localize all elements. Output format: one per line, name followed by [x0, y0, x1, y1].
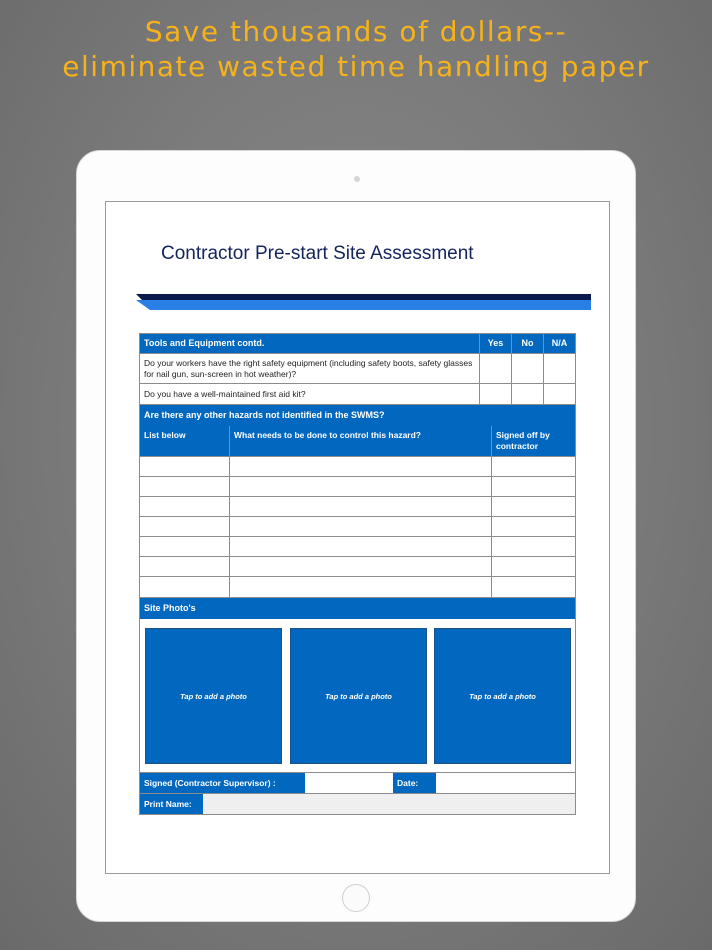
signature-row [139, 773, 576, 794]
hazard-signoff-input[interactable] [491, 517, 575, 536]
answer-na-cell[interactable] [543, 384, 575, 404]
print-name-row [139, 794, 576, 815]
hazard-control-input[interactable] [229, 497, 491, 516]
column-na: N/A [543, 334, 575, 353]
hazard-control-input[interactable] [229, 577, 491, 597]
promo-headline-line2: eliminate wasted time handling paper [62, 50, 650, 83]
hazard-signoff-input[interactable] [491, 557, 575, 576]
tablet-camera [354, 176, 360, 182]
answer-na-cell[interactable] [543, 354, 575, 383]
hazard-control-input[interactable] [229, 457, 491, 476]
answer-yes-cell[interactable] [479, 384, 511, 404]
column-no: No [511, 334, 543, 353]
tools-section-header: Tools and Equipment contd. [140, 334, 479, 353]
date-label: Date: [393, 773, 436, 793]
column-list-below: List below [140, 426, 229, 456]
hazard-row [139, 557, 576, 577]
hazard-signoff-input[interactable] [491, 537, 575, 556]
hazard-control-input[interactable] [229, 517, 491, 536]
hazard-list-input[interactable] [140, 517, 229, 536]
hazard-row [139, 457, 576, 477]
print-name-input[interactable] [203, 794, 575, 814]
photos-section-header: Site Photo's [140, 598, 575, 619]
question-row [139, 384, 576, 405]
photo-slot-2[interactable] [290, 628, 427, 764]
print-name-label: Print Name: [140, 794, 203, 814]
column-control-measures: What needs to be done to control this hazard? [229, 426, 491, 456]
tablet-screen [105, 201, 610, 874]
hazard-signoff-input[interactable] [491, 477, 575, 496]
photo-slot-1[interactable] [145, 628, 282, 764]
question-row [139, 354, 576, 384]
column-signed-off: Signed off by contractor [491, 426, 575, 456]
hazard-row [139, 577, 576, 598]
tools-header-row [139, 333, 576, 354]
hazard-control-input[interactable] [229, 477, 491, 496]
photo-prompt: Tap to add a photo [180, 691, 247, 701]
hazards-header-row [139, 405, 576, 426]
hazard-row [139, 477, 576, 497]
question-text: Do you have a well-maintained first aid kit? [144, 388, 306, 399]
hazard-list-input[interactable] [140, 557, 229, 576]
answer-no-cell[interactable] [511, 384, 543, 404]
promo-headline-line1: Save thousands of dollars-- [144, 15, 568, 48]
tablet-device-frame [76, 150, 636, 922]
answer-yes-cell[interactable] [479, 354, 511, 383]
hazard-list-input[interactable] [140, 457, 229, 476]
hazard-control-input[interactable] [229, 557, 491, 576]
column-yes: Yes [479, 334, 511, 353]
hazard-signoff-input[interactable] [491, 497, 575, 516]
hazard-row [139, 537, 576, 557]
photo-prompt: Tap to add a photo [325, 691, 392, 701]
hazard-control-input[interactable] [229, 537, 491, 556]
photo-slot-3[interactable] [434, 628, 571, 764]
hazard-list-input[interactable] [140, 537, 229, 556]
hazard-row [139, 497, 576, 517]
date-input[interactable] [436, 773, 575, 793]
hazards-columns-row [139, 426, 576, 457]
header-stripe-light [136, 300, 591, 310]
photos-area [139, 619, 576, 773]
hazard-list-input[interactable] [140, 497, 229, 516]
tablet-home-button[interactable] [342, 884, 370, 912]
form-title: Contractor Pre-start Site Assessment [161, 243, 474, 264]
signature-input[interactable] [305, 773, 393, 793]
hazard-row [139, 517, 576, 537]
photo-prompt: Tap to add a photo [469, 691, 536, 701]
hazard-list-input[interactable] [140, 577, 229, 597]
hazard-signoff-input[interactable] [491, 457, 575, 476]
header-stripe-dark [136, 294, 591, 300]
answer-no-cell[interactable] [511, 354, 543, 383]
hazards-section-header: Are there any other hazards not identified in the SWMS? [140, 405, 575, 426]
hazard-signoff-input[interactable] [491, 577, 575, 597]
photos-header-row [139, 598, 576, 619]
signed-label: Signed (Contractor Supervisor) : [140, 773, 305, 793]
hazard-list-input[interactable] [140, 477, 229, 496]
question-text: Do your workers have the right safety equipment (including safety boots, safety glasses for nail gun, sun-screen in hot weather)? [144, 358, 473, 379]
